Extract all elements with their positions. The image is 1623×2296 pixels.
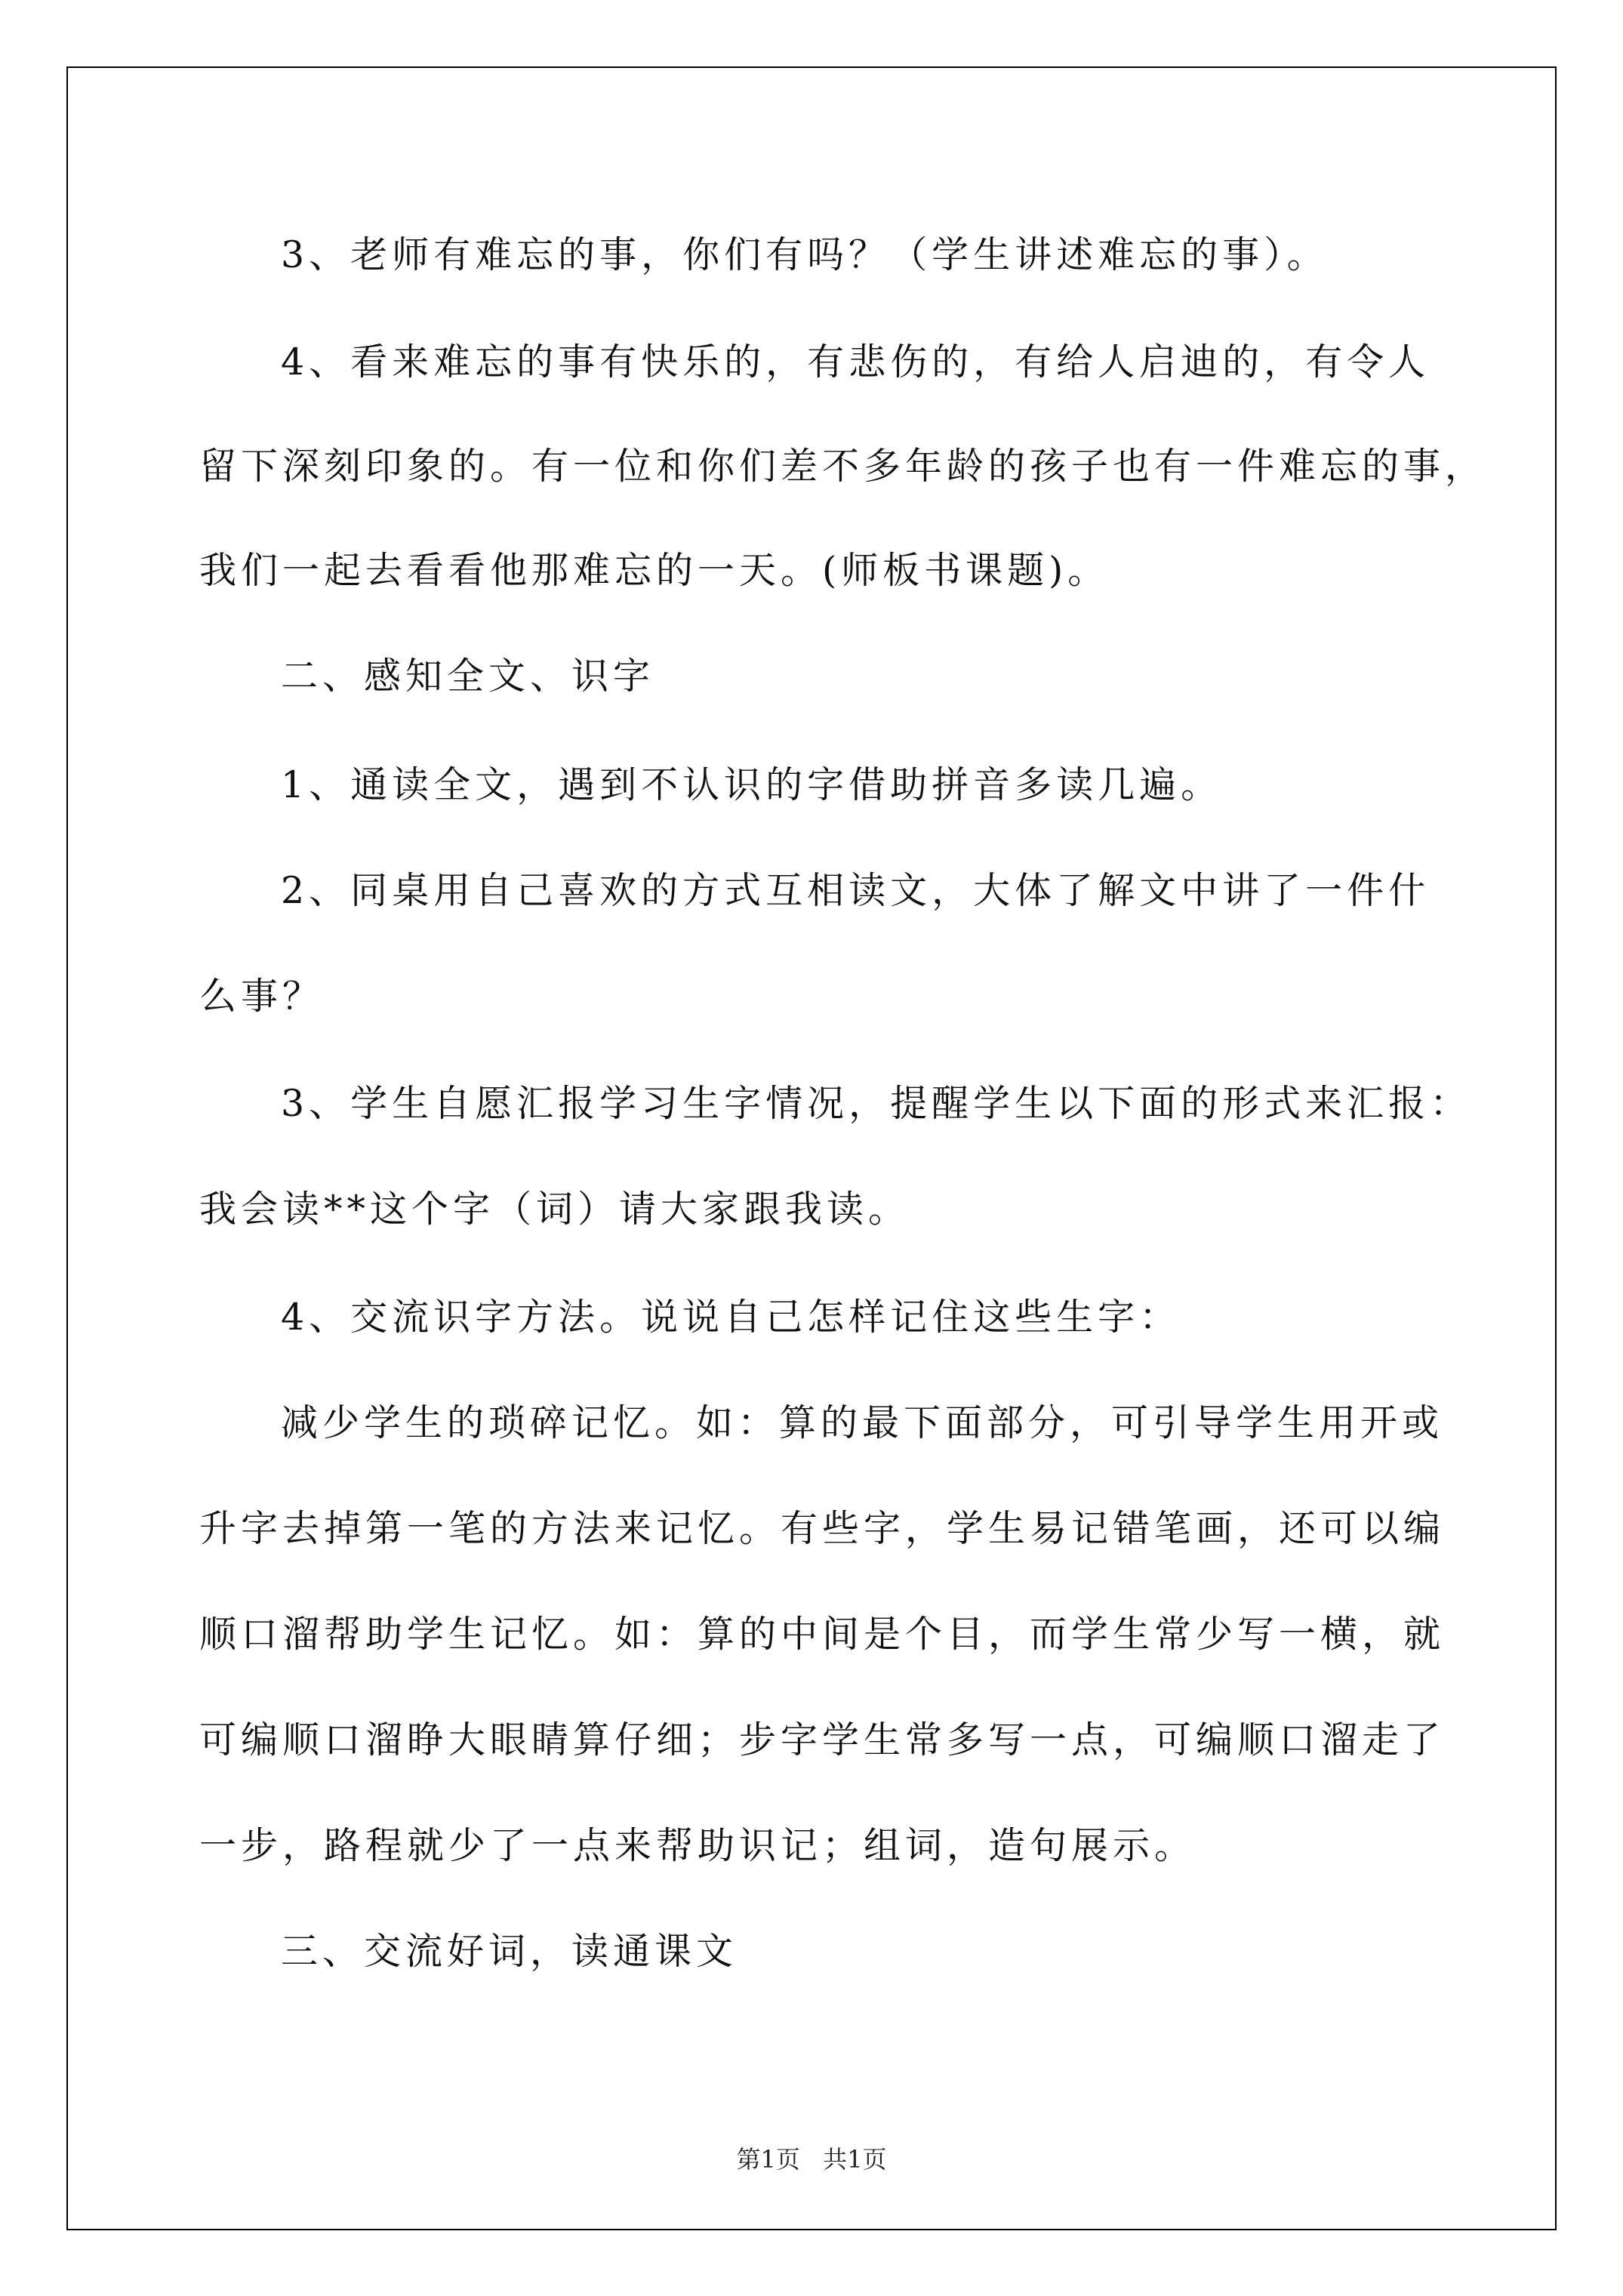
paragraph-line: 2、同桌用自己喜欢的方式互相读文，大体了解文中讲了一件什 [281, 869, 1431, 912]
page-border [66, 66, 1557, 2230]
paragraph-line: 么事？ [199, 975, 325, 1018]
paragraph-line: 我会读**这个字（词）请大家跟我读。 [199, 1188, 910, 1231]
paragraph-line: 减少学生的琐碎记忆。如：算的最下面部分，可引导学生用开或 [281, 1401, 1444, 1444]
paragraph-line: 一步，路程就少了一点来帮助识记；组词，造句展示。 [199, 1824, 1196, 1867]
paragraph-line: 3、学生自愿汇报学习生字情况，提醒学生以下面的形式来汇报： [281, 1082, 1472, 1125]
paragraph-line: 1、通读全文，遇到不认识的字借助拼音多读几遍。 [281, 763, 1223, 806]
page-footer [0, 2144, 1623, 2174]
paragraph-line: 4、看来难忘的事有快乐的，有悲伤的，有给人启迪的，有令人 [281, 341, 1431, 384]
paragraph-line: 我们一起去看看他那难忘的一天。(师板书课题)。 [199, 549, 1110, 592]
paragraph-line: 4、交流识字方法。说说自己怎样记住这些生字： [281, 1296, 1181, 1339]
section-heading: 二、感知全文、识字 [281, 655, 655, 698]
section-heading: 三、交流好词，读通课文 [281, 1930, 738, 1973]
paragraph-line: 升字去掉第一笔的方法来记忆。有些字，学生易记错笔画，还可以编 [199, 1507, 1446, 1550]
paragraph-line: 留下深刻印象的。有一位和你们差不多年龄的孩子也有一件难忘的事， [199, 445, 1487, 488]
paragraph-line: 顺口溜帮助学生记忆。如：算的中间是个目，而学生常少写一横，就 [199, 1613, 1446, 1656]
paragraph-line: 可编顺口溜睁大眼睛算仔细；步字学生常多写一点，可编顺口溜走了 [199, 1718, 1446, 1761]
page-number: 第1页 [736, 2145, 800, 2174]
paragraph-line: 3、老师有难忘的事，你们有吗？（学生讲述难忘的事）。 [281, 233, 1329, 276]
page-total: 共1页 [823, 2145, 887, 2174]
